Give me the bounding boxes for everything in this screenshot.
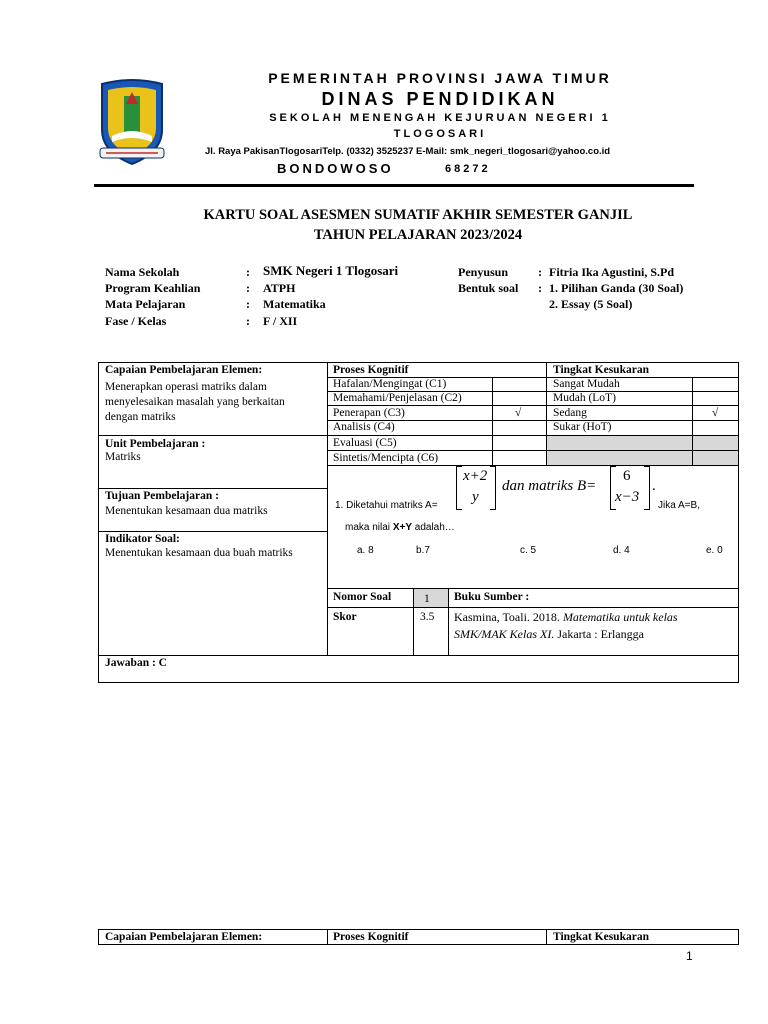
header-divider	[94, 184, 694, 187]
info-label-school: Nama Sekolah	[105, 265, 180, 279]
divider	[98, 655, 739, 656]
answer-option-c: c. 5	[520, 545, 537, 556]
matrix-a-top: x+2	[463, 468, 488, 484]
skor-label: Skor	[333, 611, 357, 623]
proses-item-c5: Evaluasi (C5)	[333, 437, 397, 449]
proses-item-c2: Memahami/Penjelasan (C2)	[333, 392, 462, 404]
tingkat-kesukaran-header-2: Tingkat Kesukaran	[553, 931, 649, 943]
grey-cell	[547, 451, 692, 465]
skor-value: 3.5	[420, 611, 435, 623]
nomor-soal-value: 1	[424, 593, 430, 605]
info-sep: :	[246, 265, 250, 279]
info-value-subject: Matematika	[263, 297, 326, 311]
question-dot: .	[652, 478, 656, 494]
info-label-author: Penyusun	[458, 265, 509, 279]
buku-sumber-label: Buku Sumber :	[454, 591, 530, 603]
info-label-program: Program Keahlian	[105, 281, 201, 295]
info-value-question-type-2: 2. Essay (5 Soal)	[549, 297, 633, 311]
header-school-location-line: TLOGOSARI	[393, 128, 487, 140]
divider	[327, 465, 739, 466]
divider	[327, 588, 739, 589]
indikator-value: Menentukan kesamaan dua buah matriks	[105, 547, 293, 559]
tingkat-item: Sangat Mudah	[553, 378, 620, 390]
divider	[98, 435, 327, 436]
answer-option-a: a. 8	[357, 545, 374, 556]
matrix-a-bottom: y	[472, 489, 479, 505]
info-sep: :	[246, 314, 250, 328]
jawa-timur-emblem-logo	[94, 78, 170, 168]
info-label-phase: Fase / Kelas	[105, 314, 167, 328]
info-label-subject: Mata Pelajaran	[105, 297, 186, 311]
tingkat-check-mark: √	[712, 407, 719, 419]
header-postcode: 68272	[445, 163, 491, 175]
cp-text-line: Menerapkan operasi matriks dalam	[105, 381, 267, 393]
question-line2: maka nilai X+Y adalah…	[345, 522, 455, 533]
unit-label: Unit Pembelajaran :	[105, 438, 206, 450]
cp-text-line: menyelesaikan masalah yang berkaitan	[105, 396, 285, 408]
cp-text-line: dengan matriks	[105, 411, 176, 423]
document-subtitle: TAHUN PELAJARAN 2023/2024	[313, 227, 523, 243]
divider	[327, 607, 739, 608]
header-city: BONDOWOSO	[277, 161, 394, 176]
matrix-b-bottom: x−3	[615, 489, 640, 505]
divider	[327, 929, 328, 945]
divider	[448, 588, 449, 655]
matrix-bracket-right	[490, 466, 496, 510]
proses-item-c4: Analisis (C4)	[333, 421, 395, 433]
answer-option-b: b.7	[416, 545, 430, 556]
tingkat-item: Mudah (LoT)	[553, 392, 616, 404]
info-sep: :	[246, 297, 250, 311]
matrix-b-top: 6	[623, 468, 631, 484]
grey-cell	[547, 436, 692, 450]
matrix-bracket-right	[644, 466, 650, 510]
tingkat-kesukaran-header: Tingkat Kesukaran	[553, 364, 649, 376]
answer-option-e: e. 0	[706, 545, 723, 556]
jawaban-label: Jawaban : C	[105, 657, 167, 669]
divider	[546, 929, 547, 945]
info-value-question-type-1: 1. Pilihan Ganda (30 Soal)	[549, 281, 684, 295]
grey-cell	[414, 589, 448, 607]
proses-item-c1: Hafalan/Mengingat (C1)	[333, 378, 447, 390]
tujuan-label: Tujuan Pembelajaran :	[105, 490, 219, 502]
info-label-question-type: Bentuk soal	[458, 281, 519, 295]
info-value-phase: F / XII	[263, 314, 298, 328]
info-sep: :	[538, 281, 542, 295]
proses-kognitif-header-2: Proses Kognitif	[333, 931, 409, 943]
matrix-bracket-left	[456, 466, 462, 510]
proses-check-mark: √	[515, 407, 522, 419]
grey-cell	[693, 436, 738, 450]
header-government-line: PEMERINTAH PROVINSI JAWA TIMUR	[268, 70, 612, 86]
question-prefix: 1. Diketahui matriks A=	[335, 500, 438, 511]
info-sep: :	[246, 281, 250, 295]
nomor-soal-label: Nomor Soal	[333, 591, 392, 603]
cp-label-2: Capaian Pembelajaran Elemen:	[105, 931, 263, 943]
proses-kognitif-header: Proses Kognitif	[333, 364, 409, 376]
answer-option-d: d. 4	[613, 545, 630, 556]
unit-value: Matriks	[105, 451, 141, 463]
header-agency-line: DINAS PENDIDIKAN	[321, 89, 559, 109]
question-suffix: Jika A=B,	[658, 500, 700, 511]
tingkat-item: Sedang	[553, 407, 587, 419]
indikator-label: Indikator Soal:	[105, 533, 180, 545]
info-value-school: SMK Negeri 1 Tlogosari	[263, 263, 399, 278]
tingkat-item: Sukar (HoT)	[553, 421, 612, 433]
header-school-line: SEKOLAH MENENGAH KEJURUAN NEGERI 1	[269, 112, 611, 124]
proses-item-c3: Penerapan (C3)	[333, 407, 405, 419]
info-value-author: Fitria Ika Agustini, S.Pd	[549, 265, 675, 279]
question-middle: dan matriks B=	[502, 478, 597, 494]
document-title: KARTU SOAL ASESMEN SUMATIF AKHIR SEMESTER GANJIL	[203, 207, 633, 223]
proses-item-c6: Sintetis/Mencipta (C6)	[333, 452, 439, 464]
cp-label: Capaian Pembelajaran Elemen:	[105, 364, 263, 376]
info-value-program: ATPH	[263, 281, 296, 295]
tujuan-value: Menentukan kesamaan dua matriks	[105, 505, 268, 517]
grey-cell	[693, 451, 738, 465]
buku-sumber-reference: Kasmina, Toali. 2018. Matematika untuk kelas SMK/MAK Kelas XI. Jakarta : Erlangga	[454, 610, 678, 641]
info-sep: :	[538, 265, 542, 279]
page-number: 1	[686, 949, 693, 963]
header-address: Jl. Raya PakisanTlogosariTelp. (0332) 3525237 E-Mail: smk_negeri_tlogosari@yahoo.co.id	[205, 146, 611, 157]
